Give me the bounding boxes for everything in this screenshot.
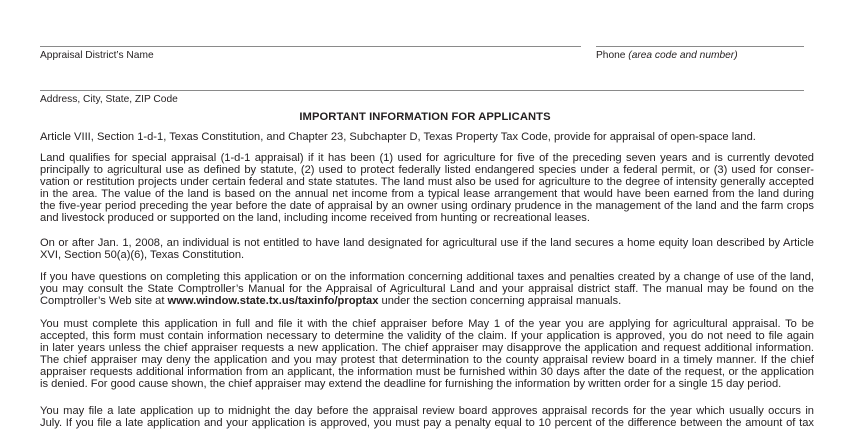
paragraph-filing-instructions: [40, 318, 814, 390]
paragraph-line: The chief appraiser may deny the application and you may protest that determination to the county appraisal review board in a timely manner. If the chief: [40, 354, 814, 367]
district-name-line[interactable]: [40, 46, 581, 47]
paragraph-legal-basis: [40, 131, 814, 143]
paragraph-line: you may consult the State Comptroller’s Manual for the Appraisal of Agricultural Land and your appraisal district staff. The manual may be found on the: [40, 283, 814, 296]
phone-label-prefix: Phone: [596, 50, 629, 61]
paragraph-line: appraiser requests additional information from an applicant, the information must be furnished within 30 days after the date of the request, or the application: [40, 366, 814, 379]
paragraph-line: July. If you file a late application and your application is approved, you must pay a penalty equal to 10 percent of the difference between the amount of tax: [40, 417, 814, 430]
important-info-heading: IMPORTANT INFORMATION FOR APPLICANTS: [299, 111, 551, 123]
address-line[interactable]: [40, 90, 804, 91]
phone-label-hint: (area code and number): [628, 50, 738, 61]
address-label: Address, City, State, ZIP Code: [40, 94, 178, 105]
paragraph-line: Land qualifies for special appraisal (1-d-1 appraisal) if it has been (1) used for agriculture for five of the preceding seven years and is currently devoted: [40, 152, 814, 164]
phone-line[interactable]: [596, 46, 804, 47]
paragraph-line: If you have questions on completing this application or on the information concerning additional taxes and penalties created by a change of use of the land,: [40, 271, 814, 283]
paragraph-text: Comptroller’s Web site at: [40, 295, 168, 308]
phone-label: [596, 50, 738, 62]
paragraph-line: Article VIII, Section 1-d-1, Texas Constitution, and Chapter 23, Subchapter D, Texas Property Tax Code, provide for appraisal of open-space land.: [40, 131, 756, 143]
paragraph-line: You may file a late application up to midnight the day before the appraisal review board approves appraisal records for the year which usually occurs in: [40, 405, 814, 417]
paragraph-text: under the section concerning appraisal manuals.: [378, 295, 622, 308]
paragraph-line: the five-year period preceding the year before the date of appraisal by an owner using ordinary prudence in the management of the land and the farm crops: [40, 200, 814, 213]
district-name-label: Appraisal District’s Name: [40, 50, 154, 61]
paragraph-qualification: [40, 152, 814, 224]
paragraph-questions: [40, 271, 814, 307]
paragraph-line: You must complete this application in full and file it with the chief appraiser before May 1 of the year you are applying for agricultural appraisal. To be: [40, 318, 814, 330]
paragraph-late-application: [40, 405, 814, 429]
comptroller-website-link[interactable]: www.window.state.tx.us/taxinfo/proptax: [167, 295, 379, 308]
paragraph-line: accepted, this form must contain information necessary to determine the validity of the claim. If your application is approved, you do not need to file again: [40, 330, 814, 343]
paragraph-line: in the area. The value of the land is based on the annual net income from a typical lease arrangement that would have been earned from the land during: [40, 188, 814, 201]
paragraph-line: On or after Jan. 1, 2008, an individual is not entitled to have land designated for agricultural use if the land secures a home equity loan described by Article: [40, 237, 814, 249]
paragraph-line: vation or restitution projects under certain federal and state statutes. The land must also be used for agriculture to the degree of intensity generally accepted: [40, 176, 814, 189]
paragraph-line: principally to agricultural use as defined by statute, (2) used to protect federally listed endangered species under a federal permit, or (3) used for conser-: [40, 164, 814, 177]
paragraph-home-equity: [40, 237, 814, 261]
paragraph-line: XVI, Section 50(a)(6), Texas Constitution.: [40, 249, 245, 262]
paragraph-line: [40, 295, 814, 307]
paragraph-line: is denied. For good cause shown, the chief appraiser may extend the deadline for furnishing the information by written order for a single 15 day period.: [40, 378, 782, 391]
paragraph-line: and livestock produced or supported on the land, including income received from hunting or recreational leases.: [40, 212, 590, 225]
paragraph-line: in later years unless the chief appraiser requests a new application. The chief appraiser may disapprove the application and request additional information.: [40, 342, 814, 355]
